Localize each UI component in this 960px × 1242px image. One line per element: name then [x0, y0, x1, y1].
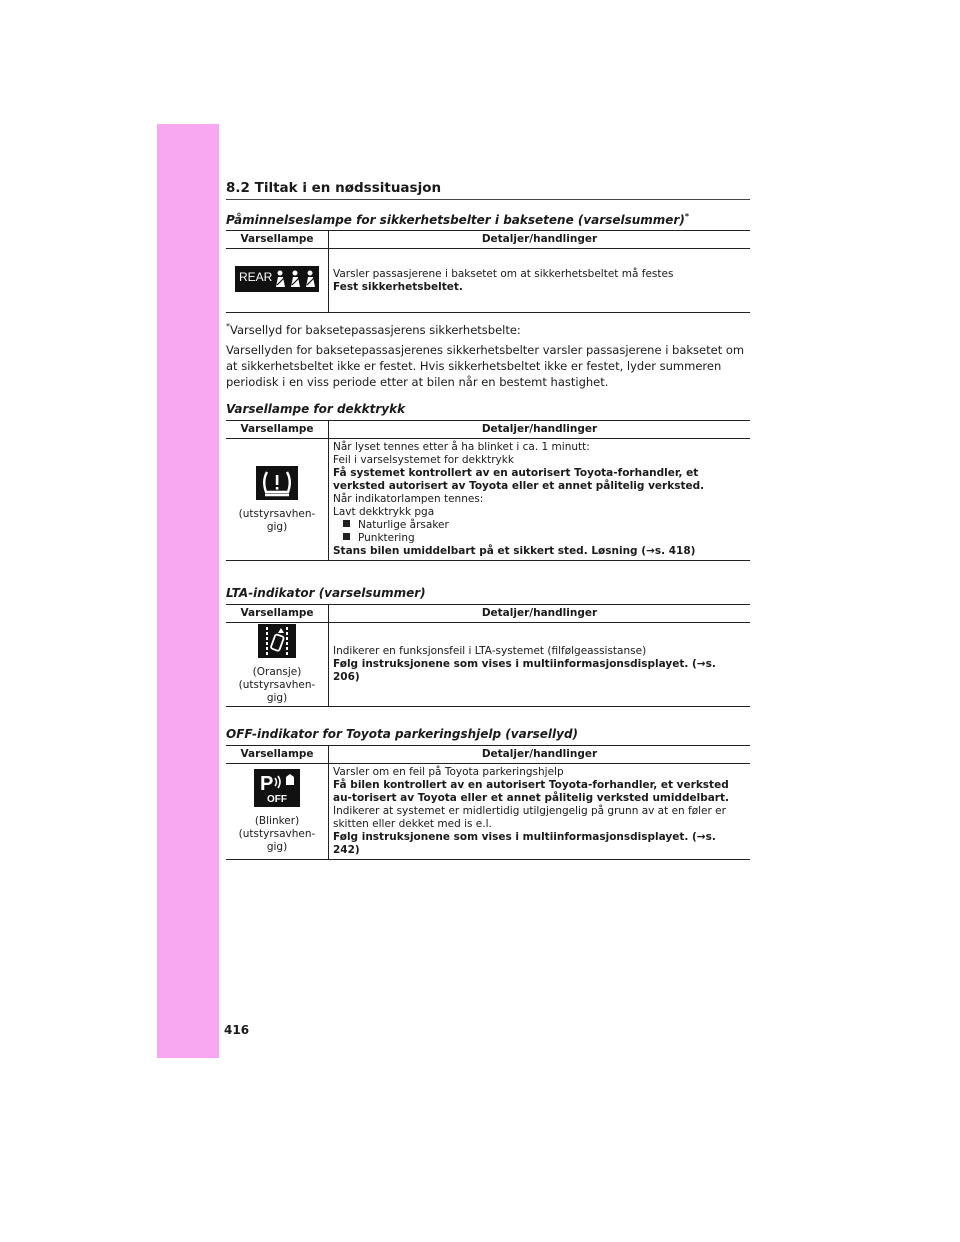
park-table [226, 745, 750, 860]
tire-detail-2: Feil i varselsystemet for dekktrykk [333, 454, 514, 466]
seatbelt-heading-mark: * [684, 212, 690, 221]
parking-assist-off-icon [254, 769, 300, 807]
seatbelt-details [329, 249, 751, 313]
rear-seatbelt-icon [235, 266, 319, 292]
tire-lamp-cell [226, 439, 329, 561]
park-detail-4[interactable]: Følg instruksjonene som vises i multiinformasjonsdisplayet. (→s. 242) [333, 831, 716, 856]
footnote-paragraph: Varsellyden for baksetepassasjerenes sikkerhetsbelter varsler passasjerene i baksetet om at sikkerhetsbeltet ikke er festet. Hvis sikkerhetsbeltet ikke er festet, lyder summeren periodisk i en viss periode etter at bilen når en bestemt hastighet. [226, 343, 745, 389]
col-header-lamp: Varsellampe [226, 605, 329, 623]
lta-heading: LTA-indikator (varselsummer) [226, 586, 426, 600]
park-detail-3: Indikerer at systemet er midlertidig utilgjengelig på grunn av at en føler er skitten eller dekket med is e.l. [333, 805, 726, 830]
footnote-mark: * [226, 322, 230, 331]
tire-detail-4: Når indikatorlampen tennes: [333, 493, 484, 505]
seatbelt-detail-1: Varsler passasjerene i baksetet om at sikkerhetsbeltet må festes [333, 267, 674, 280]
park-heading: OFF-indikator for Toyota parkeringshjelp (varsellyd) [226, 727, 579, 741]
tire-lamp-note: (utstyrsavhen-gig) [238, 507, 316, 533]
tire-table [226, 420, 750, 561]
tire-bullet-1 [333, 519, 746, 532]
rear-seatbelt-icon-text: REAR [239, 269, 273, 284]
lta-warning-icon [258, 624, 296, 658]
col-header-details: Detaljer/handlinger [329, 746, 751, 764]
col-header-lamp: Varsellampe [226, 421, 329, 439]
parking-off-label: OFF [267, 794, 287, 805]
col-header-lamp: Varsellampe [226, 746, 329, 764]
tire-detail-6[interactable]: Stans bilen umiddelbart på et sikkert sted. Løsning (→s. 418) [333, 545, 696, 557]
park-details [329, 764, 751, 860]
bullet-square-icon [343, 520, 350, 527]
lta-details [329, 623, 751, 707]
tire-heading: Varsellampe for dekktrykk [226, 402, 406, 416]
seatbelt-heading [226, 212, 689, 227]
tire-detail-5: Lavt dekktrykk pga [333, 506, 435, 518]
seatbelt-table [226, 230, 750, 313]
seatbelt-heading-text: Påminnelseslampe for sikkerhetsbelter i baksetene (varselsummer) [226, 213, 685, 227]
bullet-square-icon [343, 533, 350, 540]
page-number: 416 [224, 1023, 250, 1037]
lta-table [226, 604, 750, 707]
lta-detail-1: Indikerer en funksjonsfeil i LTA-systemet (filfølgeassistanse) [333, 645, 647, 657]
tire-detail-1: Når lyset tennes etter å ha blinket i ca. 1 minutt: [333, 441, 590, 453]
tire-detail-3: Få systemet kontrollert av en autorisert Toyota-forhandler, et verksted autorisert av Toyota eller et annet pålitelig verksted. [333, 467, 705, 492]
col-header-details: Detaljer/handlinger [329, 231, 751, 249]
col-header-details: Detaljer/handlinger [329, 421, 751, 439]
lta-detail-2[interactable]: Følg instruksjonene som vises i multiinformasjonsdisplayet. (→s. 206) [333, 658, 716, 683]
section-title: 8.2 Tiltak i en nødssituasjon [226, 180, 442, 196]
side-color-bar [157, 124, 219, 1058]
lta-lamp-note-2: (utstyrsavhen-gig) [238, 679, 316, 704]
tire-bullet-2-text: Punktering [358, 532, 415, 544]
park-lamp-cell [226, 764, 329, 860]
seatbelt-detail-2: Fest sikkerhetsbeltet. [333, 280, 463, 293]
park-lamp-note-2: (utstyrsavhen-gig) [238, 828, 316, 853]
tire-bullet-1-text: Naturlige årsaker [358, 519, 449, 531]
park-detail-1: Varsler om en feil på Toyota parkeringshjelp [333, 766, 564, 778]
footnote [226, 319, 521, 338]
footnote-text: Varsellyd for baksetepassasjerens sikkerhetsbelte: [230, 322, 521, 337]
col-header-details: Detaljer/handlinger [329, 605, 751, 623]
tire-details [329, 439, 751, 561]
seatbelt-lamp-cell [226, 249, 329, 313]
svg-text:P: P [260, 773, 274, 794]
lta-lamp-note-1: (Oransje) [252, 666, 302, 678]
tire-bullet-2 [333, 532, 746, 545]
section-divider [226, 199, 750, 200]
tire-pressure-icon [256, 466, 298, 500]
park-detail-2: Få bilen kontrollert av en autorisert Toyota-forhandler, et verksted au-torisert av Toyota eller et annet pålitelig verksted umiddelbart. [333, 779, 729, 804]
park-lamp-note-1: (Blinker) [254, 815, 300, 827]
lta-lamp-cell [226, 623, 329, 707]
col-header-lamp: Varsellampe [226, 231, 329, 249]
